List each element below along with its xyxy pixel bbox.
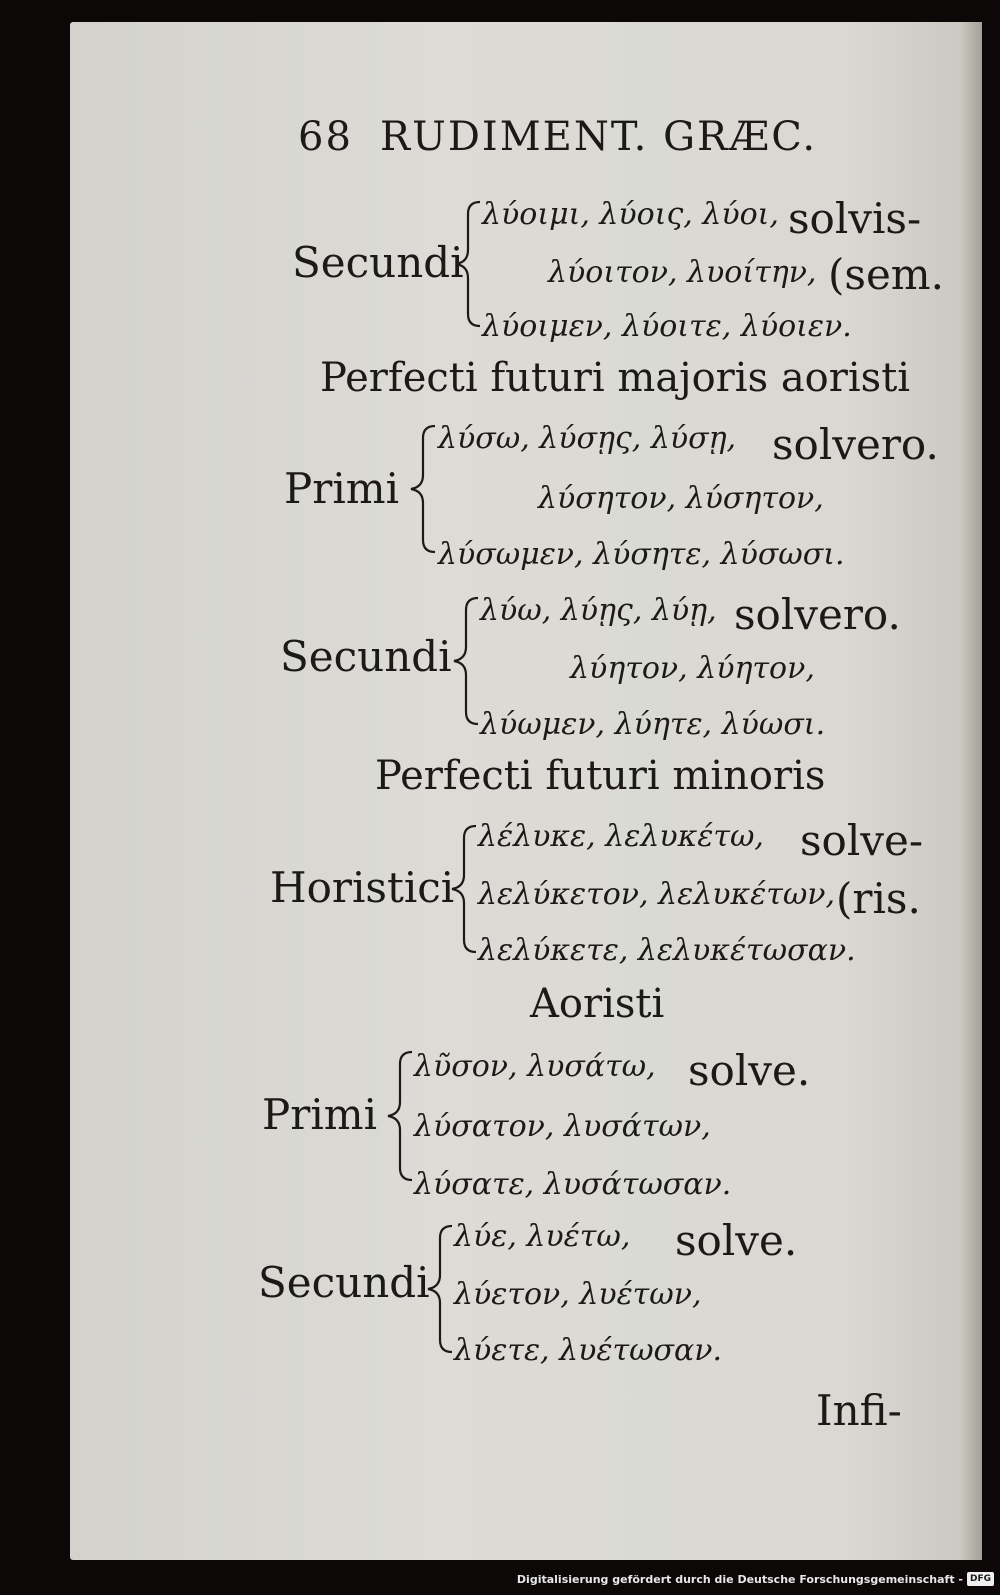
greek-form-line: λέλυκε, λελυκέτω, xyxy=(478,819,764,854)
greek-form-line: λύοιτον, λυοίτην, xyxy=(548,255,817,290)
conjugation-label: Horistici xyxy=(270,863,455,912)
latin-gloss: solve. xyxy=(688,1046,811,1095)
latin-gloss: (ris. xyxy=(836,874,921,923)
credit-text: Digitalisierung gefördert durch die Deutsche Forschungsgemeinschaft - xyxy=(516,1572,963,1586)
page-number: 68 xyxy=(298,114,353,160)
greek-form-line: λύσατον, λυσάτων, xyxy=(414,1109,711,1144)
greek-form-line: λύσατε, λυσάτωσαν. xyxy=(414,1167,732,1202)
greek-form-line: λύσωμεν, λύσητε, λύσωσι. xyxy=(438,537,845,572)
greek-form-line: λύητον, λύητον, xyxy=(570,651,815,686)
latin-gloss: solve- xyxy=(800,816,924,865)
catchword: Infi- xyxy=(816,1386,902,1435)
conjugation-label: Secundi xyxy=(258,1258,430,1307)
latin-gloss: (sem. xyxy=(828,250,944,299)
greek-form-line: λύσω, λύσῃς, λύσῃ, xyxy=(438,421,737,456)
greek-form-line: λύετον, λυέτων, xyxy=(454,1277,702,1312)
greek-form-line: λύετε, λυέτωσαν. xyxy=(454,1333,723,1368)
latin-gloss: solvero. xyxy=(734,590,901,639)
book-page xyxy=(70,22,982,1560)
section-heading: Perfecti futuri majoris aoristi xyxy=(320,355,911,401)
greek-form-line: λύοιμι, λύοις, λύοι, xyxy=(482,197,779,232)
greek-form-line: λύω, λύῃς, λύῃ, xyxy=(480,593,717,628)
conjugation-label: Primi xyxy=(284,464,400,513)
conjugation-label: Secundi xyxy=(292,238,464,287)
section-heading: Perfecti futuri minoris xyxy=(375,753,826,799)
greek-form-line: λύοιμεν, λύοιτε, λύοιεν. xyxy=(482,309,852,344)
section-heading: Aoristi xyxy=(530,981,665,1027)
conjugation-label: Secundi xyxy=(280,632,452,681)
latin-gloss: solvis- xyxy=(788,194,922,243)
running-title: RUDIMENT. GRÆC. xyxy=(380,114,818,160)
greek-form-line: λύσητον, λύσητον, xyxy=(538,481,824,516)
greek-form-line: λύωμεν, λύητε, λύωσι. xyxy=(480,707,826,742)
latin-gloss: solvero. xyxy=(772,420,939,469)
digitization-credit xyxy=(517,1567,994,1591)
greek-form-line: λελύκετε, λελυκέτωσαν. xyxy=(478,933,856,968)
latin-gloss: solve. xyxy=(675,1216,798,1265)
greek-form-line: λελύκετον, λελυκέτων, xyxy=(478,877,836,912)
conjugation-label: Primi xyxy=(262,1090,378,1139)
greek-form-line: λύε, λυέτω, xyxy=(454,1219,631,1254)
greek-form-line: λῦσον, λυσάτω, xyxy=(414,1049,656,1084)
dfg-logo-icon: DFG xyxy=(967,1572,994,1586)
